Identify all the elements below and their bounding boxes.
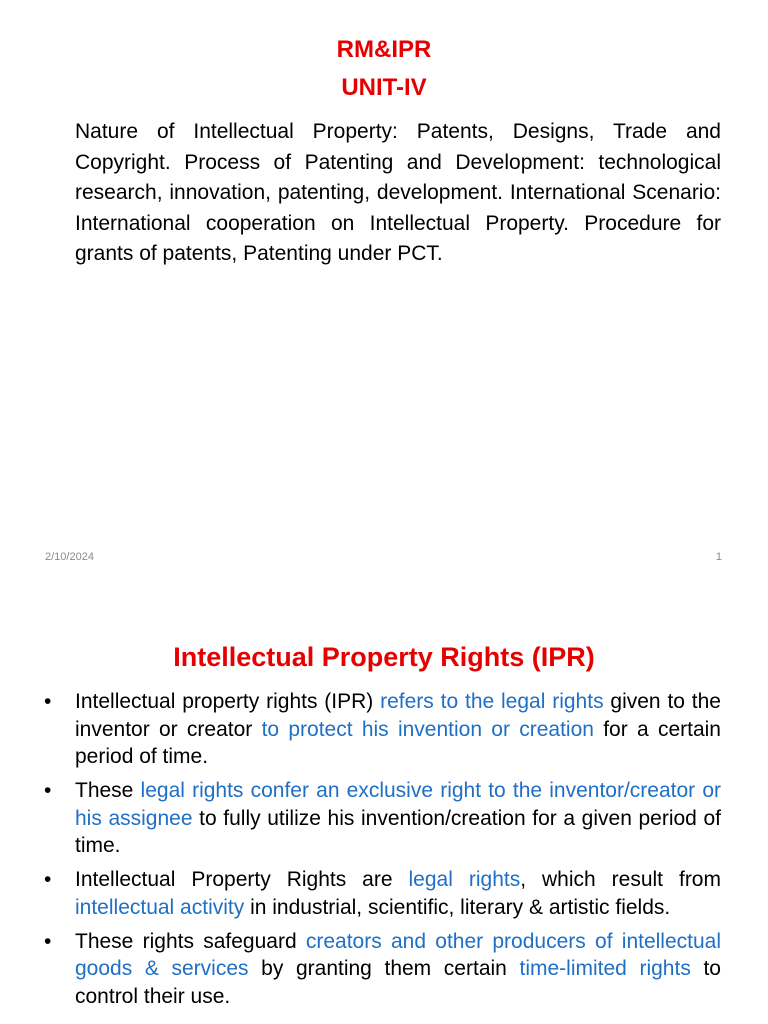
bullet-highlight: time-limited rights — [519, 957, 691, 980]
bullet-highlight: refers to the legal rights — [380, 690, 604, 713]
bullet-text: , which result from — [520, 868, 721, 891]
bullet-text: to control their use. — [75, 957, 721, 1008]
bullet-highlight: creators and other producers of intellectual goods & services — [75, 929, 722, 980]
course-title: RM&IPR — [336, 36, 432, 63]
bullet-highlight: intellectual activity — [75, 895, 245, 919]
bullet-text: Intellectual Property Rights are — [75, 868, 409, 891]
bullet-item — [44, 688, 721, 771]
bullet-text: by granting them certain — [248, 957, 520, 980]
bullet-text: given to the inventor or creator — [75, 690, 721, 741]
bullet-item — [44, 928, 722, 1011]
bullet-highlight: to protect his invention or creation — [261, 717, 594, 741]
bullet-text: These — [75, 779, 141, 802]
bullet-dot: • — [44, 868, 52, 891]
slide-date: 2/10/2024 — [45, 551, 94, 563]
bullet-text: These rights safeguard — [75, 929, 306, 953]
bullet-item — [44, 866, 721, 921]
bullet-text: to fully utilize his invention/creation for a given period of time. — [75, 806, 721, 857]
bullet-highlight: legal rights confer an exclusive right to the inventor/creator or his assignee — [75, 779, 721, 830]
bullet-text: Intellectual property rights (IPR) — [75, 690, 381, 713]
bullet-dot: • — [44, 779, 52, 802]
syllabus-paragraph: Nature of Intellectual Property: Patents, Designs, Trade and Copyright. Process of Patenting and Development: technological research, innovation, patenting, development. International Scenario: International cooperation on Intellectual Property. Procedure for grants of patents, Patenting under PCT. — [75, 120, 721, 266]
bullet-highlight: legal rights — [408, 868, 521, 891]
unit-title: UNIT-IV — [341, 74, 427, 101]
bullet-text: for a certain period of time. — [75, 717, 721, 768]
bullet-text: in industrial, scientific, literary & artistic fields. — [244, 895, 671, 919]
ipr-heading: Intellectual Property Rights (IPR) — [173, 642, 595, 672]
ipr-bullet-list — [0, 688, 768, 1017]
bullet-item — [44, 777, 721, 860]
slide-page-number: 1 — [715, 551, 722, 563]
bullet-dot: • — [44, 929, 52, 953]
bullet-dot: • — [44, 690, 52, 713]
